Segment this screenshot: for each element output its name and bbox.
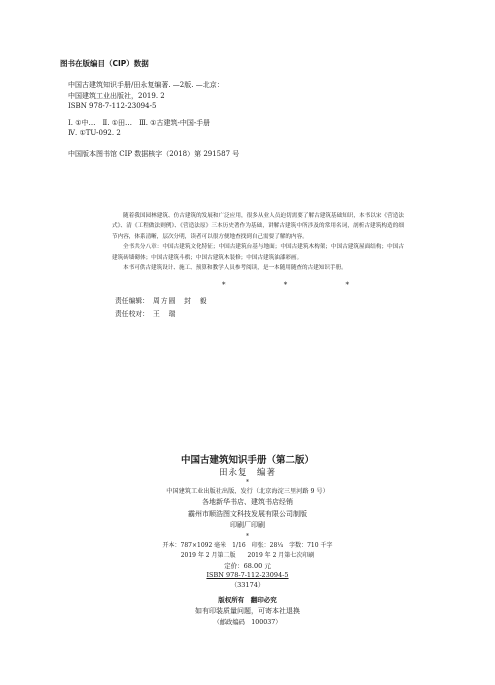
- publisher-line: 中国建筑工业出版社出版、发行（北京海淀三里河路 9 号）: [166, 488, 329, 495]
- cip-line: ISBN 978-7-112-23094-5: [68, 102, 157, 110]
- postal-code: （邮政编码 100037）: [213, 619, 282, 626]
- editor-credits: [115, 295, 208, 321]
- cip-heading: 图书在版编目（CIP）数据: [60, 59, 149, 68]
- return-notice: 如有印装质量问题，可寄本社退换: [195, 607, 300, 615]
- intro-paragraph: 随着我国园林建筑、仿古建筑的发展和广泛应用，很多从业人员迫切需要了解古建筑基础知识，本书以宋《营造法式》、清《工程做法则例》、《营造法原》三本历史著作为基础，讲解古建筑中所涉及的常用名词，剖析古建筑构造的细节内容，体系清晰，层次分明，读者可以很方便地查找到自己需要了解的内容。: [112, 213, 404, 240]
- intro-paragraph: 全书共分八章：中国古建筑文化特征；中国古建筑台基与地面；中国古建筑木构架；中国古建筑屋面结构；中国古建筑砖墙砌体；中国古建筑斗栱；中国古建筑木装修；中国古建筑油漆彩画。: [112, 244, 404, 261]
- isbn-line: ISBN 978-7-112-23094-5: [206, 571, 289, 579]
- separator-star: *: [246, 479, 249, 486]
- editor-label: 责任编辑：: [115, 297, 149, 305]
- cip-line: 中国古建筑知识手册/田永复编著. —2版. —北京：: [68, 81, 224, 89]
- format-line: 开本：787×1092 毫米 1/16 印张：28¼ 字数：710 千字: [162, 542, 333, 549]
- book-code: （33174）: [230, 581, 265, 589]
- editor-names: 周方圆 封 毅: [152, 297, 208, 305]
- printer-line: 印刷厂印刷: [230, 521, 265, 529]
- typesetter-line: 霸州市顺浩图文科技发展有限公司制版: [188, 510, 307, 518]
- cip-record: [68, 80, 224, 139]
- price-line: 定价：68.00 元: [224, 562, 271, 570]
- edition-line: 2019 年 2 月第二版 2019 年 2 月第七次印刷: [180, 552, 315, 559]
- responsible-editor: [115, 295, 208, 308]
- responsible-proofreader: [115, 308, 208, 321]
- book-author: 田永复 编著: [218, 468, 276, 478]
- cip-classification: Ⅳ. ①TU-092. 2: [68, 129, 121, 137]
- separator-star: *: [246, 533, 249, 540]
- separator-stars: * * *: [222, 281, 377, 289]
- book-title: 中国古建筑知识手册（第二版）: [180, 455, 314, 466]
- cip-classification: Ⅰ. ①中… Ⅱ. ①田… Ⅲ. ①古建筑-中国-手册: [68, 118, 211, 127]
- intro-paragraph: 本书可供古建筑设计、施工、预算和教学人员参考阅读，是一本随用随查的古建知识手册。: [123, 265, 347, 272]
- book-introduction: [112, 211, 404, 273]
- proof-label: 责任校对：: [115, 310, 149, 318]
- cip-data-number: 中国版本图书馆 CIP 数据核字（2018）第 291587 号: [68, 150, 240, 158]
- cip-line: 中国建筑工业出版社，2019. 2: [68, 91, 165, 100]
- distributor-line: 各地新华书店、建筑书店经销: [202, 498, 293, 506]
- proof-names: 王 瑞: [152, 310, 177, 318]
- rights-notice: 版权所有 翻印必究: [218, 596, 277, 604]
